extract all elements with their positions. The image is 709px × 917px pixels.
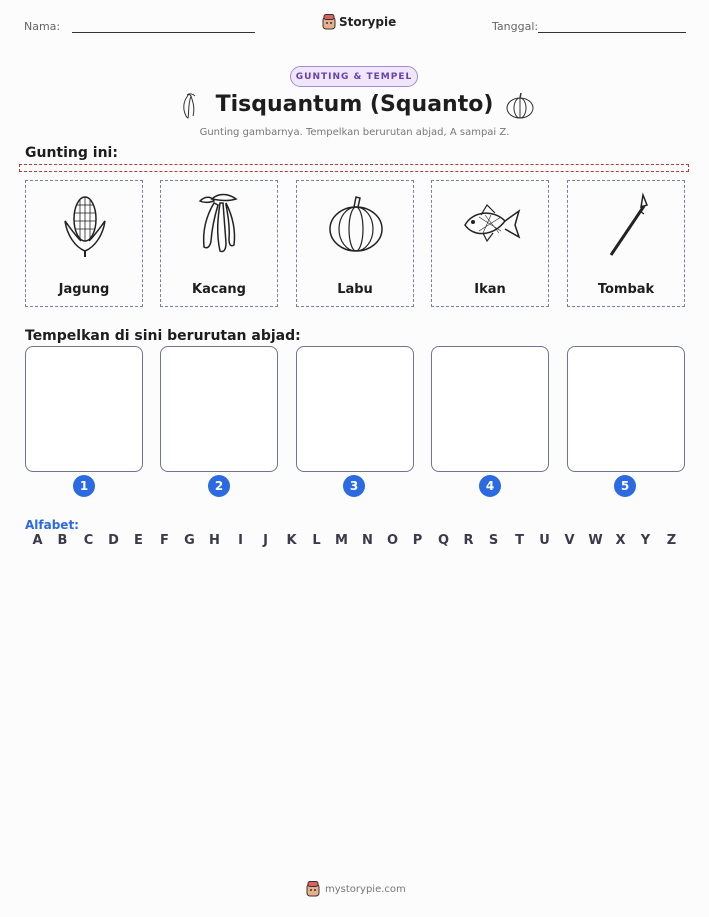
brand-name: Storypie — [339, 15, 397, 29]
alphabet-letter: B — [57, 533, 68, 548]
name-field-line[interactable] — [72, 32, 255, 33]
alphabet-row — [25, 533, 685, 551]
cut-card-ikan[interactable] — [431, 180, 549, 307]
name-label: Nama: — [24, 20, 61, 33]
date-label: Tanggal: — [492, 20, 539, 33]
slot-number: 5 — [614, 475, 636, 497]
cut-section-heading: Gunting ini: — [25, 145, 118, 161]
alphabet-letter: H — [209, 533, 220, 548]
slot-number: 1 — [73, 475, 95, 497]
cut-card-tombak[interactable] — [567, 180, 685, 307]
cut-guide-line — [19, 164, 689, 172]
date-field-line[interactable] — [538, 32, 686, 33]
alphabet-letter: M — [335, 533, 348, 548]
alphabet-letter: Q — [437, 533, 450, 548]
slot-number: 4 — [479, 475, 501, 497]
alphabet-letter: K — [286, 533, 297, 548]
paste-box-2[interactable] — [160, 346, 278, 472]
card-label: Jagung — [58, 282, 110, 297]
alphabet-letter: Y — [640, 533, 651, 548]
alphabet-letter: T — [515, 533, 524, 548]
alphabet-letter: A — [32, 533, 43, 548]
alphabet-letter: N — [362, 533, 373, 548]
alphabet-letter: O — [386, 533, 399, 548]
alphabet-letter: E — [134, 533, 143, 548]
alphabet-letter: I — [238, 533, 243, 548]
spear-icon — [597, 191, 657, 261]
alphabet-letter: U — [539, 533, 550, 548]
alphabet-letter: J — [263, 533, 268, 548]
fish-icon — [461, 191, 521, 261]
alphabet-letter: S — [488, 533, 499, 548]
paste-box-5[interactable] — [567, 346, 685, 472]
alphabet-letter: R — [463, 533, 474, 548]
footer-url[interactable]: mystorypie.com — [325, 883, 406, 895]
alphabet-letter: D — [108, 533, 119, 548]
paste-box-4[interactable] — [431, 346, 549, 472]
card-label: Labu — [337, 282, 373, 297]
storypie-mascot-icon — [306, 881, 320, 897]
footer — [306, 881, 406, 897]
activity-badge: GUNTING & TEMPEL — [290, 66, 418, 87]
cut-card-kacang[interactable] — [160, 180, 278, 307]
card-label: Tombak — [597, 282, 655, 297]
corn-icon — [55, 191, 115, 261]
alphabet-letter: F — [160, 533, 169, 548]
paste-section-heading: Tempelkan di sini berurutan abjad: — [25, 328, 301, 344]
card-label: Ikan — [474, 282, 506, 297]
storypie-mascot-icon — [322, 14, 336, 30]
instructions: Gunting gambarnya. Tempelkan berurutan abjad, A sampai Z. — [199, 127, 510, 138]
cut-card-jagung[interactable] — [25, 180, 143, 307]
alphabet-letter: L — [312, 533, 321, 548]
pumpkin-title-icon — [505, 92, 535, 120]
alphabet-letter: W — [588, 533, 603, 548]
alphabet-letter: C — [83, 533, 94, 548]
alphabet-letter: V — [564, 533, 575, 548]
card-label: Kacang — [192, 282, 246, 297]
slot-number: 3 — [343, 475, 365, 497]
cut-card-labu[interactable] — [296, 180, 414, 307]
slot-number: 2 — [208, 475, 230, 497]
pumpkin-icon — [326, 191, 386, 261]
page-title: Tisquantum (Squanto) — [215, 92, 494, 117]
paste-box-3[interactable] — [296, 346, 414, 472]
alphabet-letter: P — [412, 533, 423, 548]
paste-box-1[interactable] — [25, 346, 143, 472]
alphabet-letter: X — [615, 533, 626, 548]
brand-logo — [322, 14, 396, 30]
beans-icon — [190, 191, 250, 261]
alphabet-heading: Alfabet: — [25, 518, 79, 532]
alphabet-letter: Z — [666, 533, 677, 548]
alphabet-letter: G — [184, 533, 195, 548]
